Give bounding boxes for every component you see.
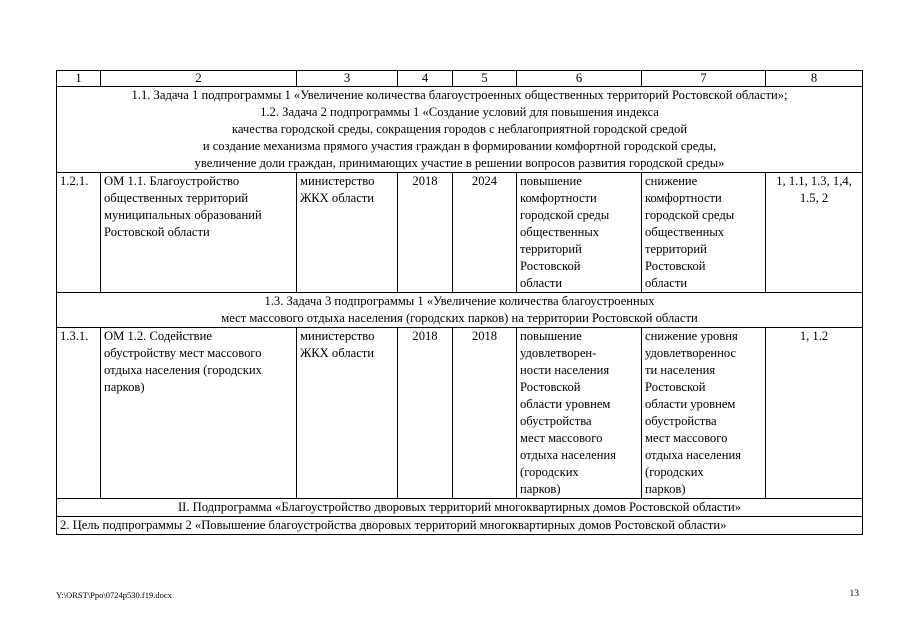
cell-line: Ростовской <box>520 380 581 394</box>
column-number: 1 <box>57 71 101 87</box>
cell-line: области уровнем <box>520 397 611 411</box>
table-row <box>57 173 863 293</box>
cell-line: снижение <box>645 174 698 188</box>
cell-line: ОМ 1.2. Содействие <box>104 329 212 343</box>
start-year: 2018 <box>398 328 453 499</box>
cell-line: (городских <box>520 465 579 479</box>
cell-line: муниципальных образований <box>104 208 262 222</box>
cell-line: 1.5, 2 <box>799 191 829 205</box>
indicator-links <box>766 328 863 499</box>
cell-line: мест массового <box>520 431 603 445</box>
expected-result <box>517 173 642 293</box>
cell-line: ности населения <box>520 363 610 377</box>
cell-line: комфортности <box>645 191 722 205</box>
indicator-links <box>766 173 863 293</box>
subprogram-heading: II. Подпрограмма «Благоустройство дворовых территорий многоквартирных домов Ростовской области» <box>57 499 863 517</box>
goal-heading: 2. Цель подпрограммы 2 «Повышение благоустройства дворовых территорий многоквартирных домов Ростовской области» <box>57 517 863 535</box>
section-heading <box>57 87 863 173</box>
section-heading <box>57 293 863 328</box>
cell-line: Ростовской <box>645 380 706 394</box>
column-number: 6 <box>517 71 642 87</box>
section-heading-line: увеличение доли граждан, принимающих участие в решении вопросов развития городской среды» <box>194 156 725 170</box>
measure-name <box>101 173 297 293</box>
table-row <box>57 328 863 499</box>
column-number: 5 <box>453 71 517 87</box>
cell-line: ЖКХ области <box>300 191 375 205</box>
goal-row <box>57 517 863 535</box>
cell-line: парков) <box>645 482 686 496</box>
section-heading-line: 1.2. Задача 2 подпрограммы 1 «Создание условий для повышения индекса <box>260 105 659 119</box>
measure-name <box>101 328 297 499</box>
row-number: 1.2.1. <box>57 173 101 293</box>
cell-line: повышение <box>520 174 582 188</box>
cell-line: (городских <box>645 465 704 479</box>
section-heading-line: 1.1. Задача 1 подпрограммы 1 «Увеличение количества благоустроенных общественных территорий Ростовской области»; <box>131 88 788 102</box>
cell-line: мест массового <box>645 431 728 445</box>
cell-line: Ростовской <box>520 259 581 273</box>
end-year: 2024 <box>453 173 517 293</box>
column-number: 2 <box>101 71 297 87</box>
non-implementation-consequence <box>642 328 766 499</box>
cell-line: Ростовской области <box>104 225 210 239</box>
cell-line: снижение уровня <box>645 329 738 343</box>
page-number: 13 <box>849 589 859 599</box>
cell-line: области уровнем <box>645 397 736 411</box>
cell-line: отдыха населения <box>645 448 742 462</box>
cell-line: ти населения <box>645 363 716 377</box>
cell-line: городской среды <box>645 208 735 222</box>
cell-line: обустройства <box>645 414 717 428</box>
section-heading-line: качества городской среды, сокращения городов с неблагоприятной городской средой <box>231 122 688 136</box>
program-table <box>56 70 863 535</box>
cell-line: парков) <box>520 482 561 496</box>
column-number: 8 <box>766 71 863 87</box>
cell-line: министерство <box>300 329 375 343</box>
cell-line: области <box>520 276 563 290</box>
cell-line: ЖКХ области <box>300 346 375 360</box>
file-path: Y:\ORST\Ppo\0724p530.f19.docx <box>56 590 172 600</box>
cell-line: области <box>645 276 688 290</box>
cell-line: обустройству мест массового <box>104 346 262 360</box>
row-number: 1.3.1. <box>57 328 101 499</box>
expected-result <box>517 328 642 499</box>
section-row-tasks-1-2 <box>57 87 863 173</box>
cell-line: территорий <box>520 242 582 256</box>
cell-line: общественных территорий <box>104 191 249 205</box>
cell-line: Ростовской <box>645 259 706 273</box>
cell-line: 1, 1.1, 1.3, 1,4, <box>776 174 852 188</box>
cell-line: удовлетвореннос <box>645 346 737 360</box>
executor <box>297 328 398 499</box>
cell-line: комфортности <box>520 191 597 205</box>
cell-line: удовлетворен- <box>520 346 597 360</box>
cell-line: ОМ 1.1. Благоустройство <box>104 174 240 188</box>
cell-line: парков) <box>104 380 145 394</box>
executor <box>297 173 398 293</box>
column-number: 4 <box>398 71 453 87</box>
cell-line: городской среды <box>520 208 610 222</box>
cell-line: территорий <box>645 242 707 256</box>
column-number: 3 <box>297 71 398 87</box>
cell-line: отдыха населения (городских <box>104 363 262 377</box>
cell-line: министерство <box>300 174 375 188</box>
start-year: 2018 <box>398 173 453 293</box>
cell-line: 1, 1.2 <box>799 329 829 343</box>
column-number-row <box>57 71 863 87</box>
end-year: 2018 <box>453 328 517 499</box>
cell-line: общественных <box>645 225 725 239</box>
cell-line: обустройства <box>520 414 592 428</box>
section-heading-line: и создание механизма прямого участия граждан в формировании комфортной городской среды, <box>202 139 717 153</box>
cell-line: повышение <box>520 329 582 343</box>
section-heading-line: мест массового отдыха населения (городских парков) на территории Ростовской области <box>221 311 698 325</box>
section-heading-line: 1.3. Задача 3 подпрограммы 1 «Увеличение количества благоустроенных <box>264 294 655 308</box>
section-row-task-3 <box>57 293 863 328</box>
cell-line: общественных <box>520 225 600 239</box>
non-implementation-consequence <box>642 173 766 293</box>
cell-line: отдыха населения <box>520 448 617 462</box>
subprogram-row <box>57 499 863 517</box>
column-number: 7 <box>642 71 766 87</box>
